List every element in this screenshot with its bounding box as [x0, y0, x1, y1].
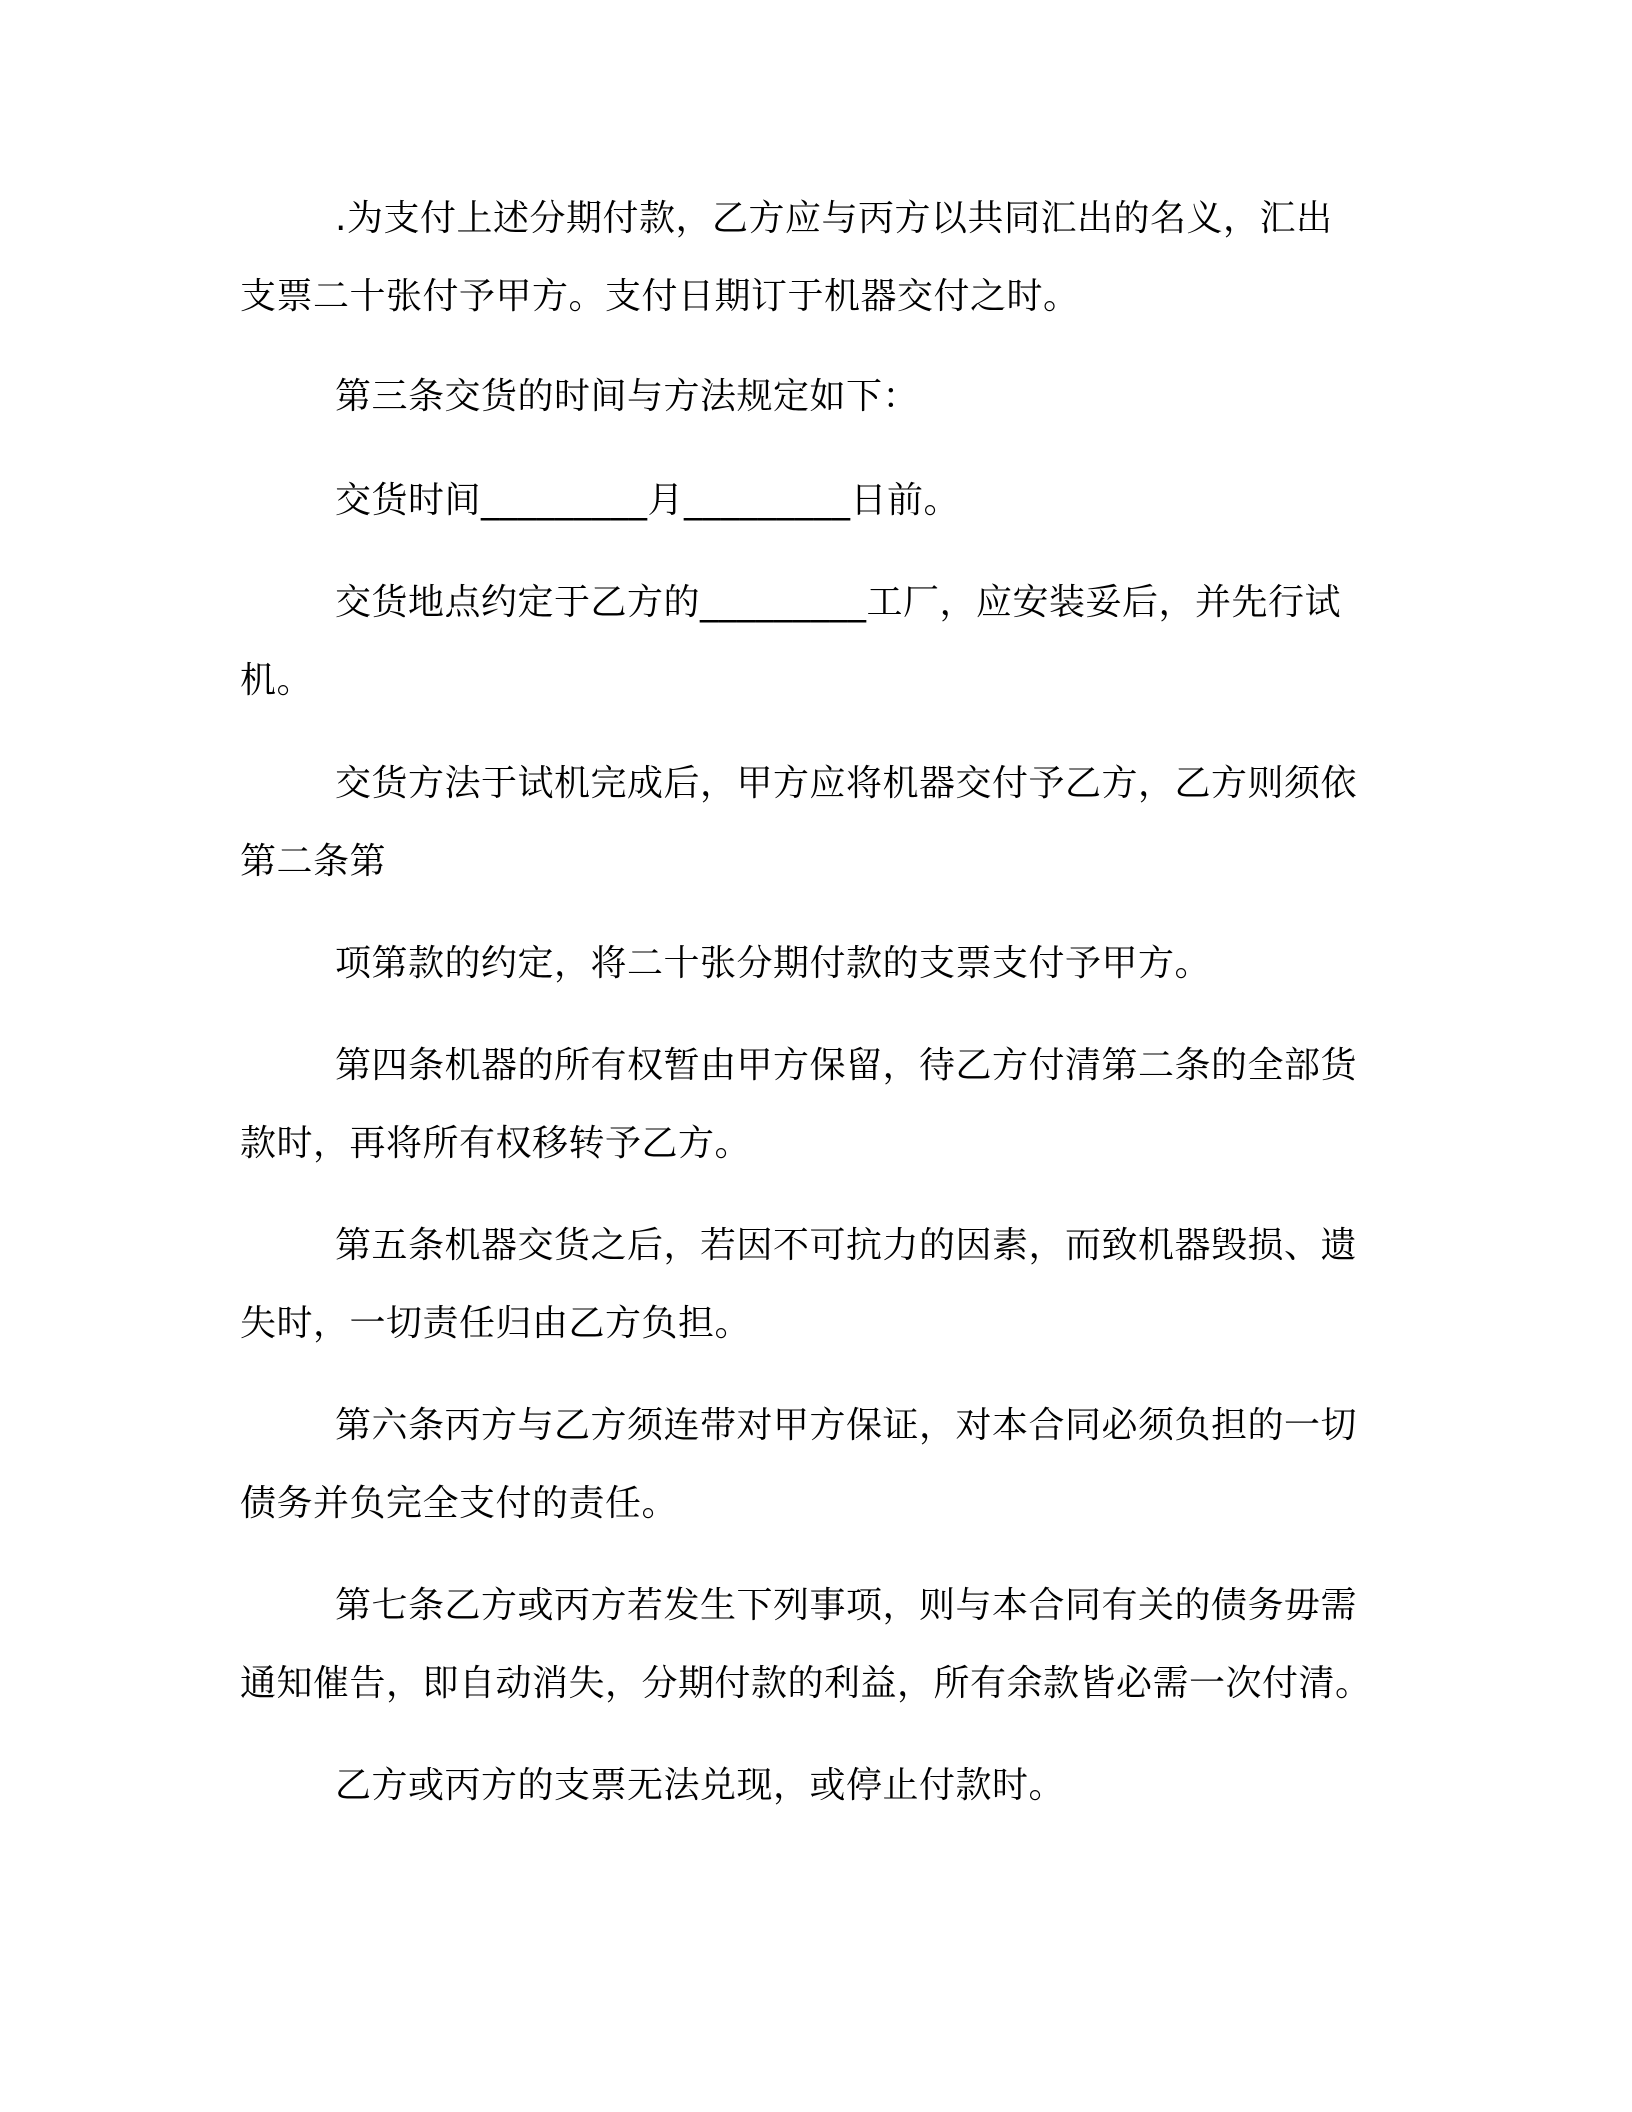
- paragraph-line: 支票二十张付予甲方。支付日期订于机器交付之时。: [240, 276, 1080, 317]
- paragraph-line: 款时，再将所有权移转予乙方。: [240, 1123, 752, 1164]
- paragraph-line: 第六条丙方与乙方须连带对甲方保证，对本合同必须负担的一切: [335, 1405, 1358, 1446]
- paragraph-line: 乙方或丙方的支票无法兑现，或停止付款时。: [335, 1765, 1066, 1806]
- paragraph-line: 失时，一切责任归由乙方负担。: [240, 1303, 752, 1344]
- paragraph-line: 第七条乙方或丙方若发生下列事项，则与本合同有关的债务毋需: [335, 1585, 1358, 1626]
- paragraph-line: 机。: [240, 660, 314, 701]
- paragraph-line: 第四条机器的所有权暂由甲方保留，待乙方付清第二条的全部货: [335, 1045, 1358, 1086]
- paragraph-line: 项第款的约定，将二十张分期付款的支票支付予甲方。: [335, 943, 1212, 984]
- paragraph-line: .为支付上述分期付款，乙方应与丙方以共同汇出的名义，汇出: [335, 198, 1333, 239]
- paragraph-line: 交货方法于试机完成后，甲方应将机器交付予乙方，乙方则须依: [335, 763, 1358, 804]
- paragraph-line: 通知催告，即自动消失，分期付款的利益，所有余款皆必需一次付清。: [240, 1663, 1372, 1704]
- paragraph-line: 第三条交货的时间与方法规定如下：: [335, 376, 920, 417]
- paragraph-line: 交货地点约定于乙方的_________工厂，应安装妥后，并先行试: [335, 582, 1342, 623]
- paragraph-line: 交货时间_________月_________日前。: [335, 480, 961, 521]
- paragraph-line: 第二条第: [240, 841, 387, 882]
- paragraph-line: 债务并负完全支付的责任。: [240, 1483, 679, 1524]
- paragraph-line: 第五条机器交货之后，若因不可抗力的因素，而致机器毁损、遗: [335, 1225, 1358, 1266]
